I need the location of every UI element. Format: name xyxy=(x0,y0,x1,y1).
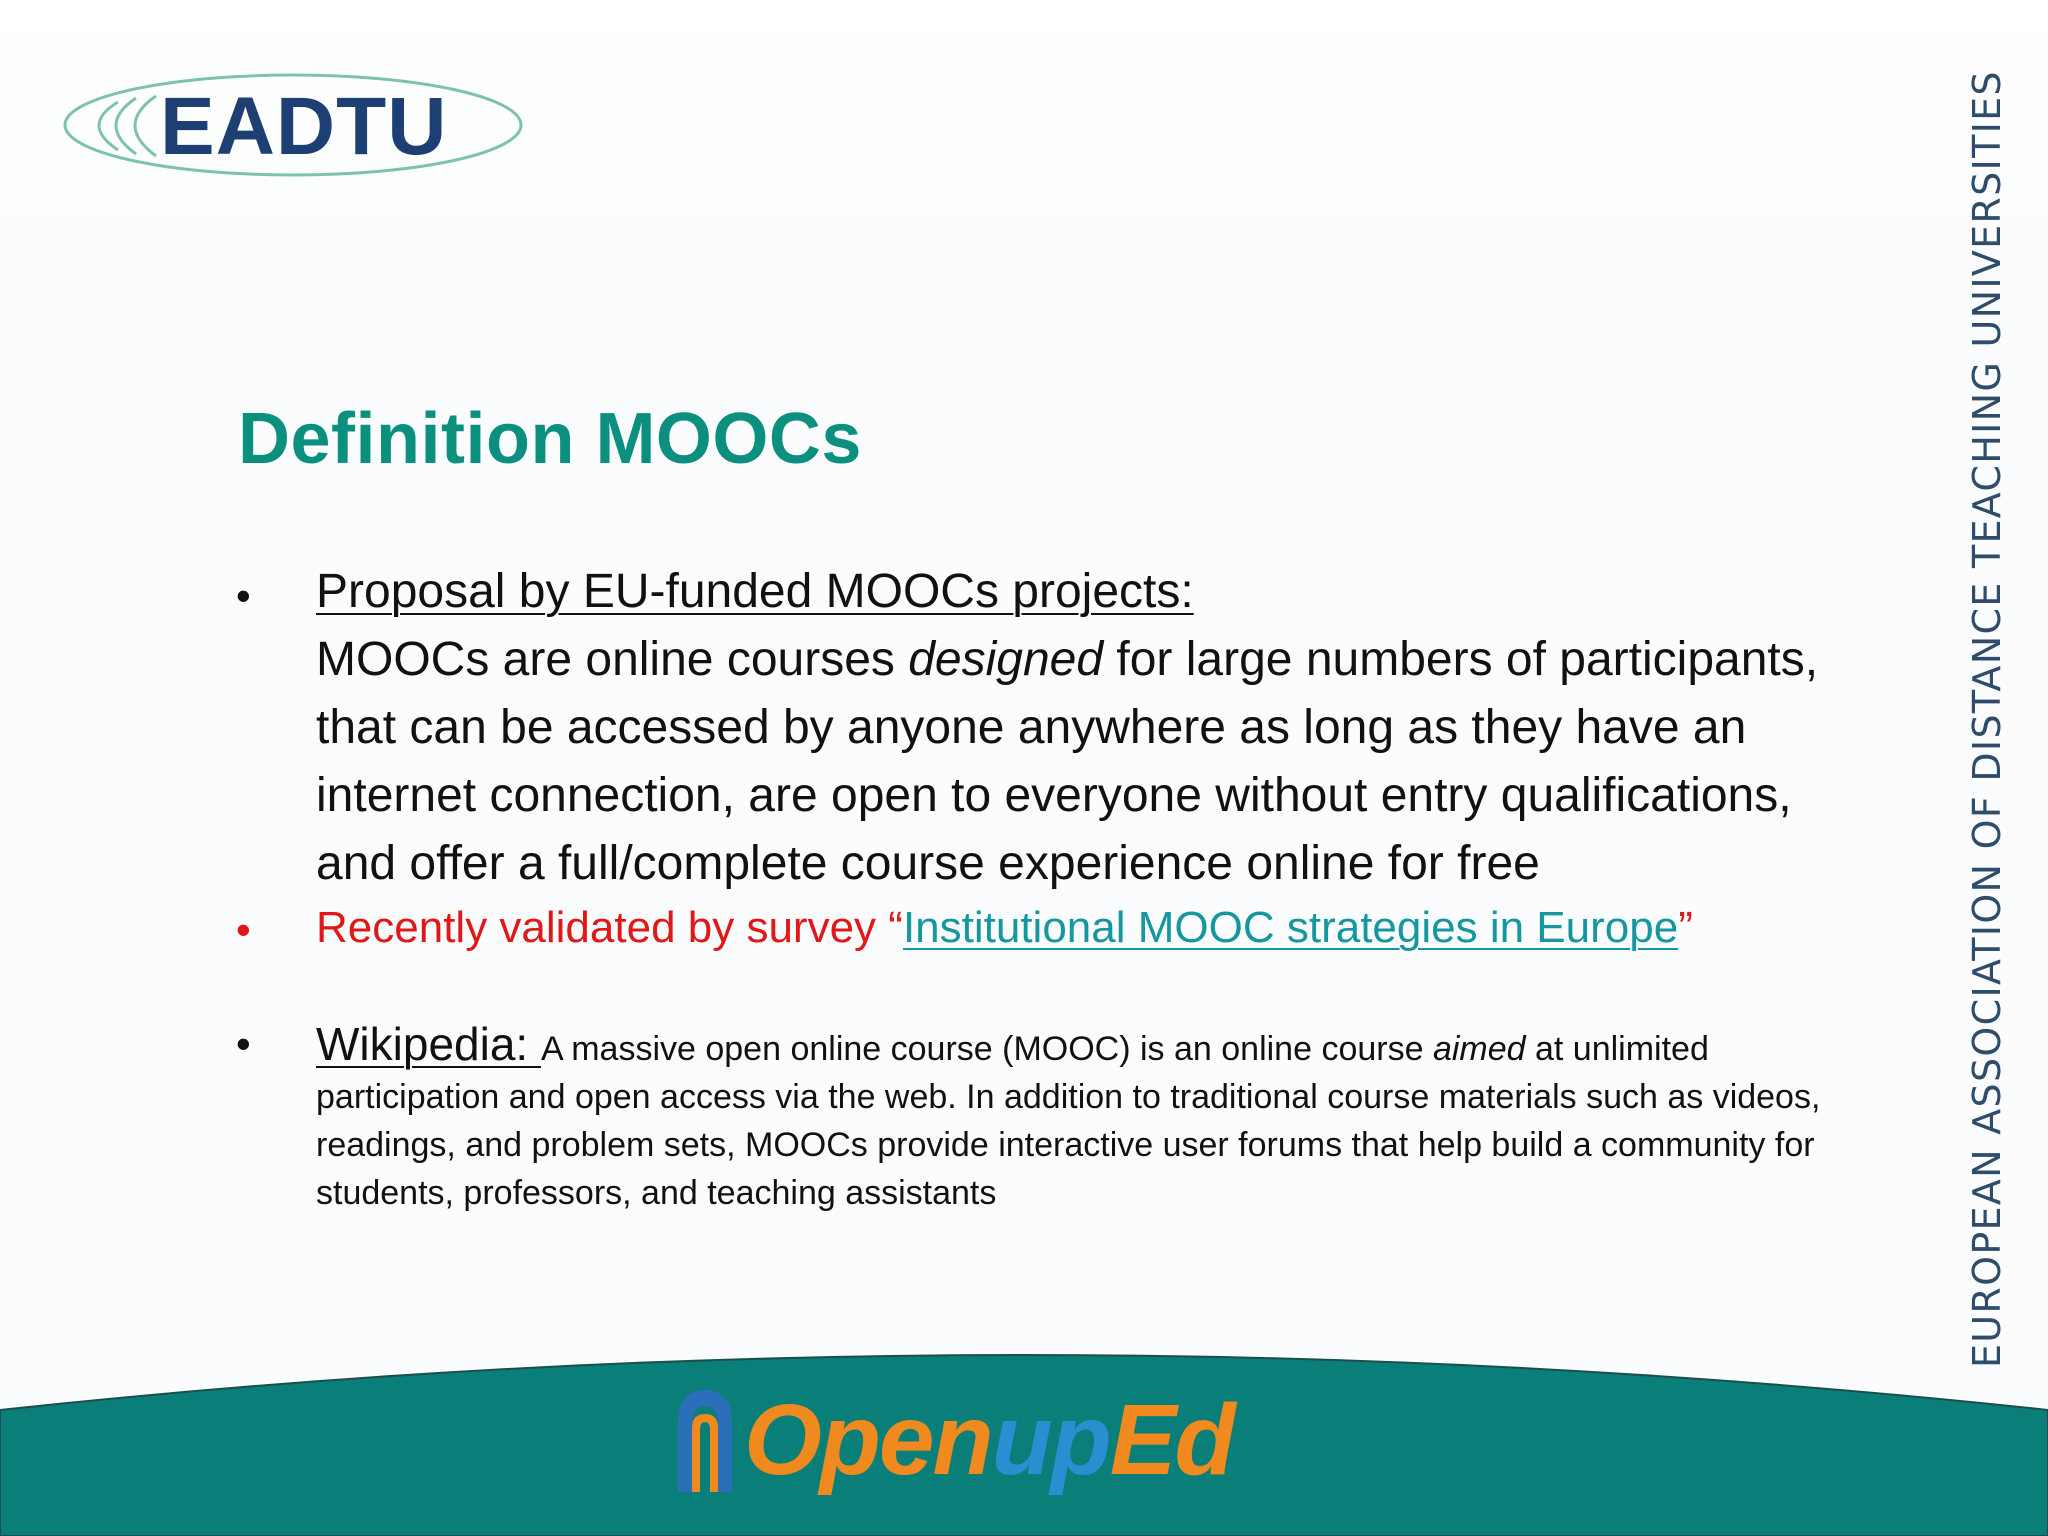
side-association-text: EUROPEAN ASSOCIATION OF DISTANCE TEACHING UNIVERSITIES xyxy=(1965,70,2009,1368)
bullet-dot: • xyxy=(236,1020,251,1067)
eadtu-logo-graphic xyxy=(60,62,530,192)
open-quote: “ xyxy=(888,903,903,952)
bullet-dot: • xyxy=(236,572,251,619)
openuped-wordmark xyxy=(744,1384,1234,1496)
brand-ed: Ed xyxy=(1109,1384,1234,1496)
bullet-survey-text: Recently validated by survey xyxy=(316,903,889,952)
close-quote: ” xyxy=(1678,903,1693,952)
bullet-eu-proposal-text-b: for large numbers of participants, that can be accessed by anyone anywhere as long as they have an internet connection, are open to everyone without entry qualifications, and offer a full/complete course experience online for free xyxy=(316,633,1819,890)
brand-up: up xyxy=(991,1384,1110,1496)
bullet-eu-proposal xyxy=(236,558,1876,898)
bullet-wikipedia-text-a: A massive open online course (MOOC) is an online course xyxy=(540,1030,1433,1068)
bullet-list xyxy=(236,558,1876,1217)
bullet-wikipedia-text-b: at unlimited participation and open access via the web. In addition to traditional course materials such as videos, readings, and problem sets, MOOCs provide interactive user forums that help build a community for students, professors, and teaching assistants xyxy=(316,1030,1821,1212)
bullet-eu-proposal-emphasis: designed xyxy=(908,633,1104,686)
bullet-wikipedia-label: Wikipedia: xyxy=(316,1018,541,1070)
bullet-wikipedia-emphasis: aimed xyxy=(1432,1030,1526,1068)
arch-icon xyxy=(672,1384,738,1496)
survey-link[interactable]: Institutional MOOC strategies in Europe xyxy=(902,903,1679,952)
bullet-survey xyxy=(236,898,1876,958)
eadtu-logo xyxy=(60,62,530,192)
brand-open: Open xyxy=(744,1384,992,1496)
bullet-dot: • xyxy=(236,906,251,953)
bullet-eu-proposal-text-a: MOOCs are online courses xyxy=(316,633,909,686)
openuped-logo xyxy=(672,1380,1234,1500)
bullet-wikipedia xyxy=(236,1020,1876,1217)
bullet-eu-proposal-label: Proposal by EU-funded MOOCs projects: xyxy=(316,565,1194,618)
slide-title: Definition MOOCs xyxy=(238,399,862,479)
svg-text:EADTU: EADTU xyxy=(160,81,448,172)
